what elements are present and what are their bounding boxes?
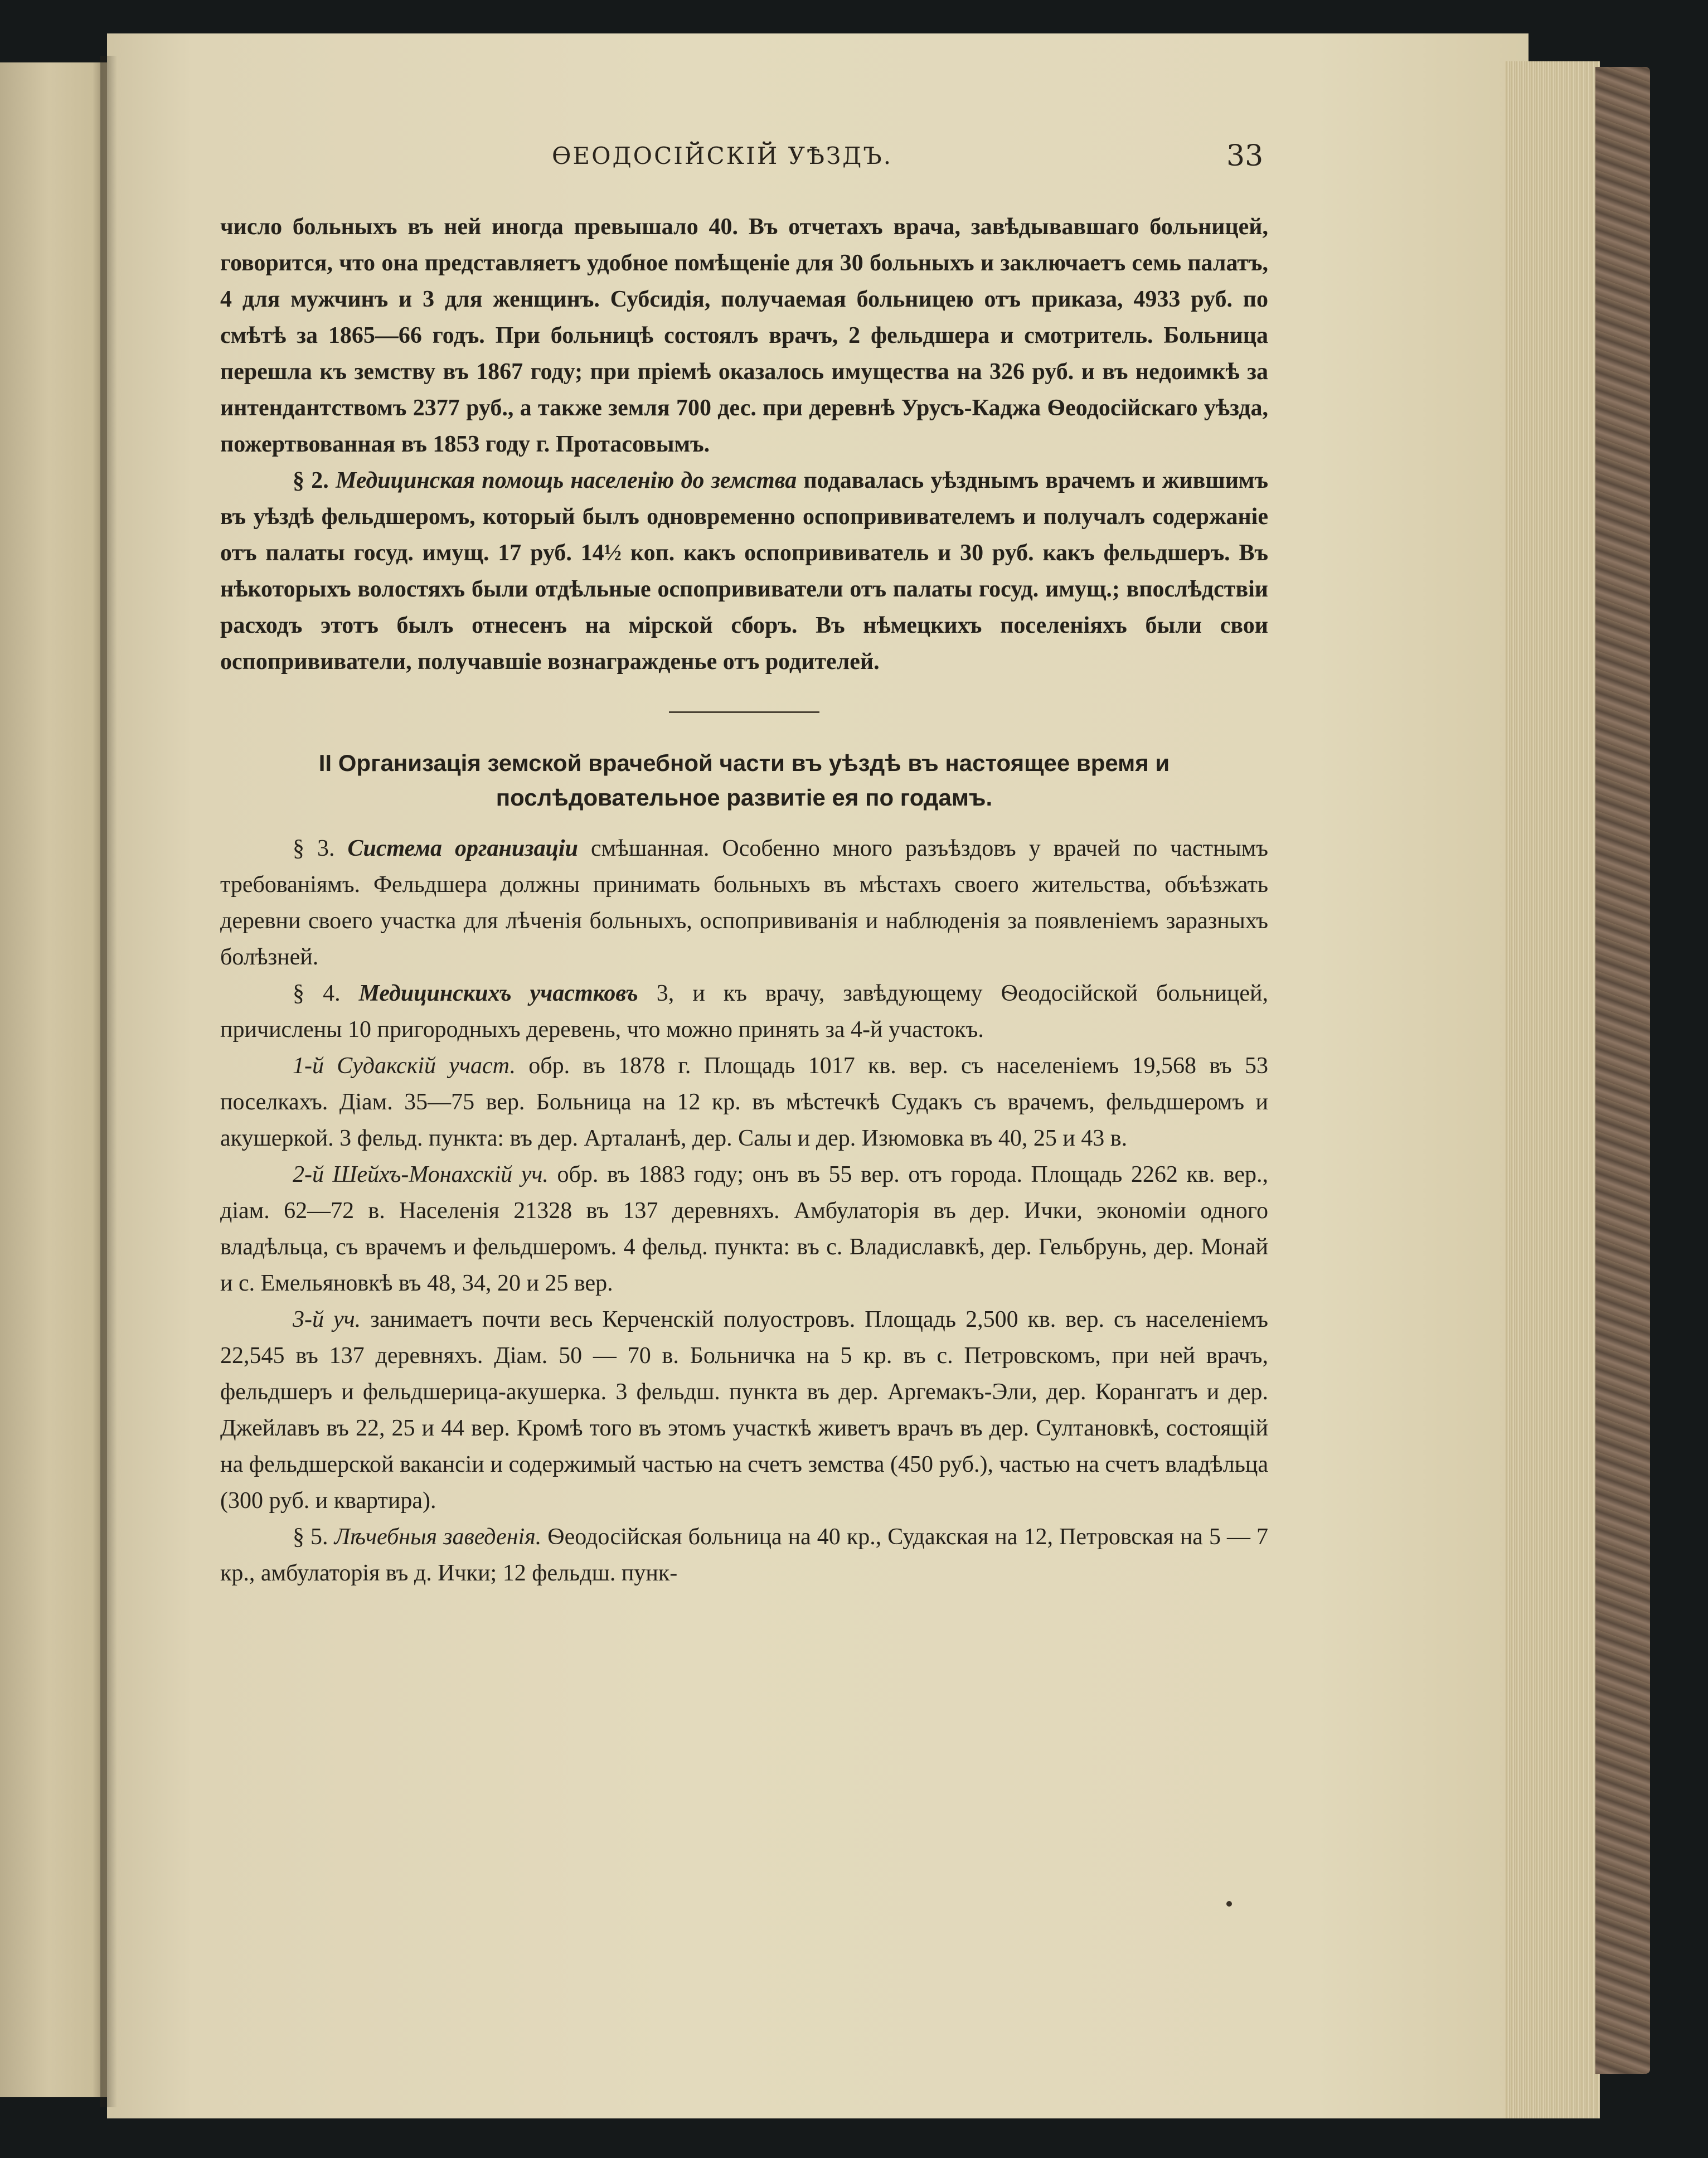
district-3-title: 3-й уч. bbox=[293, 1307, 361, 1332]
paragraph-continuation: число больныхъ въ ней иногда превышало 40. Въ отчетахъ врача, завѣдывавшаго больницей, говорится, что она представляетъ удобное помѣщеніе для 30 больныхъ и заключаетъ семь палатъ, 4 для мужчинъ и 3 для женщинъ. Субсидія, получаемая больницею отъ приказа, 4933 руб. по смѣтѣ за 1865—66 годъ. При больницѣ состоялъ врачъ, 2 фельдшера и смотритель. Больница перешла къ земству въ 1867 году; при пріемѣ оказалось имущества на 326 руб. и въ недоимкѣ за интендантствомъ 2377 руб., а также земля 700 дес. при деревнѣ Урусъ-Каджа Ѳеодосійскаго уѣзда, пожертвованная въ 1853 году г. Протасовымъ. bbox=[220, 214, 1268, 457]
section-4-text: 3, и къ врачу, завѣдующему Ѳеодосійской больницей, причислены 10 пригородныхъ деревень, что можно принять за 4-й участокъ. bbox=[220, 981, 1269, 1042]
section-5-title: Лѣчебныя заведенія. bbox=[334, 1524, 542, 1550]
section-4-number: § 4. bbox=[293, 981, 341, 1006]
section-2 bbox=[220, 463, 1268, 680]
district-3-text: занимаетъ почти весь Керченскій полуостровъ. Площадь 2,500 кв. вер. съ населеніемъ 22,545 въ 137 деревняхъ. Діам. 50 — 70 в. Больничка на 5 кр. въ с. Петровскомъ, при ней врачъ, фельдшеръ и фельдшерица-акушерка. 3 фельдш. пункта въ дер. Аргемакъ-Эли, дер. Корангатъ и дер. Джейлавъ въ 22, 25 и 44 вер. Кромѣ того въ этомъ участкѣ живетъ врачъ въ дер. Султановкѣ, состоящій на фельдшерской вакансіи и содержимый частью на счетъ земства (450 руб.), частью на счетъ владѣльца (300 руб. и квартира). bbox=[220, 1307, 1268, 1514]
section-5-text: Ѳеодосійская больница на 40 кр., Судакская на 12, Петровская на 5 — 7 кр., амбулаторія въ д. Ички; 12 фельдш. пунк- bbox=[220, 1524, 1269, 1586]
section-2-number: § 2. bbox=[293, 468, 329, 493]
section-5-number: § 5. bbox=[293, 1524, 328, 1550]
book-gutter bbox=[100, 56, 117, 2107]
divider-area bbox=[220, 680, 1268, 746]
book-cover bbox=[1595, 67, 1650, 2074]
section-4-title: Медицинскихъ участковъ bbox=[358, 981, 638, 1006]
page-content bbox=[220, 209, 1268, 1592]
district-2-text: обр. въ 1883 году; онъ въ 55 вер. отъ города. Площадь 2262 кв. вер., діам. 62—72 в. Населенія 21328 въ 137 деревняхъ. Амбулаторія въ дер. Ички, экономіи одного владѣльца, съ врачемъ и фельдшеромъ. 4 фельд. пункта: въ с. Владиславкѣ, дер. Гельбрунь, дер. Монай и с. Емельяновкѣ въ 48, 34, 20 и 25 вер. bbox=[220, 1162, 1268, 1296]
section-3-title: Система организаціи bbox=[347, 836, 578, 861]
section-3 bbox=[220, 831, 1268, 976]
district-1-title: 1-й Судакскій участ. bbox=[293, 1053, 516, 1079]
section-heading: II Организація земской врачебной части въ уѣздѣ въ настоящее время и послѣдовательное развитіе ея по годамъ. bbox=[318, 750, 1170, 811]
district-1 bbox=[220, 1048, 1268, 1157]
ink-speck bbox=[1226, 1901, 1232, 1907]
district-1-text: обр. въ 1878 г. Площадь 1017 кв. вер. съ населеніемъ 19,568 въ 53 поселкахъ. Діам. 35—75 вер. Больница на 12 кр. въ мѣстечкѣ Судакъ съ врачемъ, фельдшеромъ и акушеркой. 3 фельд. пункта: въ дер. Арталанѣ, дер. Салы и дер. Изюмовка въ 40, 25 и 43 в. bbox=[220, 1053, 1268, 1151]
running-head: ѲЕОДОСІЙСКІЙ УѢЗДЪ. bbox=[552, 142, 893, 169]
page-number: 33 bbox=[1226, 139, 1264, 173]
section-3-number: § 3. bbox=[293, 836, 335, 861]
section-2-text: подавалась уѣзднымъ врачемъ и жившимъ въ уѣздѣ фельдшеромъ, который былъ одновременно оспопрививателемъ и получалъ содержаніе отъ палаты госуд. имущ. 17 руб. 14½ коп. какъ оспопрививатель и 30 руб. какъ фельдшеръ. Въ нѣкоторыхъ волостяхъ были отдѣльные оспопрививатели отъ палаты госуд. имущ.; впослѣдствіи расходъ этотъ былъ отнесенъ на мірской сборъ. Въ нѣмецкихъ поселеніяхъ были свои оспопрививатели, получавшіе вознагражденье отъ родителей. bbox=[220, 468, 1269, 675]
section-4 bbox=[220, 976, 1268, 1048]
page-edges bbox=[1505, 61, 1600, 2118]
district-2 bbox=[220, 1157, 1268, 1302]
section-5 bbox=[220, 1519, 1268, 1592]
section-2-title: Медицинская помощь населенію до земства bbox=[336, 468, 797, 493]
divider-rule bbox=[669, 711, 819, 713]
district-3 bbox=[220, 1302, 1268, 1519]
section-3-text: смѣшанная. Особенно много разъѣздовъ у врачей по частнымъ требованіямъ. Фельдшера должны принимать больныхъ въ мѣстахъ своего жительства, объѣзжать деревни своего участка для лѣченія больныхъ, оспопрививанія и наблюденія за появленіемъ заразныхъ болѣзней. bbox=[220, 836, 1268, 970]
district-2-title: 2-й Шейхъ-Монахскій уч. bbox=[293, 1162, 549, 1187]
left-page-edge bbox=[0, 62, 109, 2097]
